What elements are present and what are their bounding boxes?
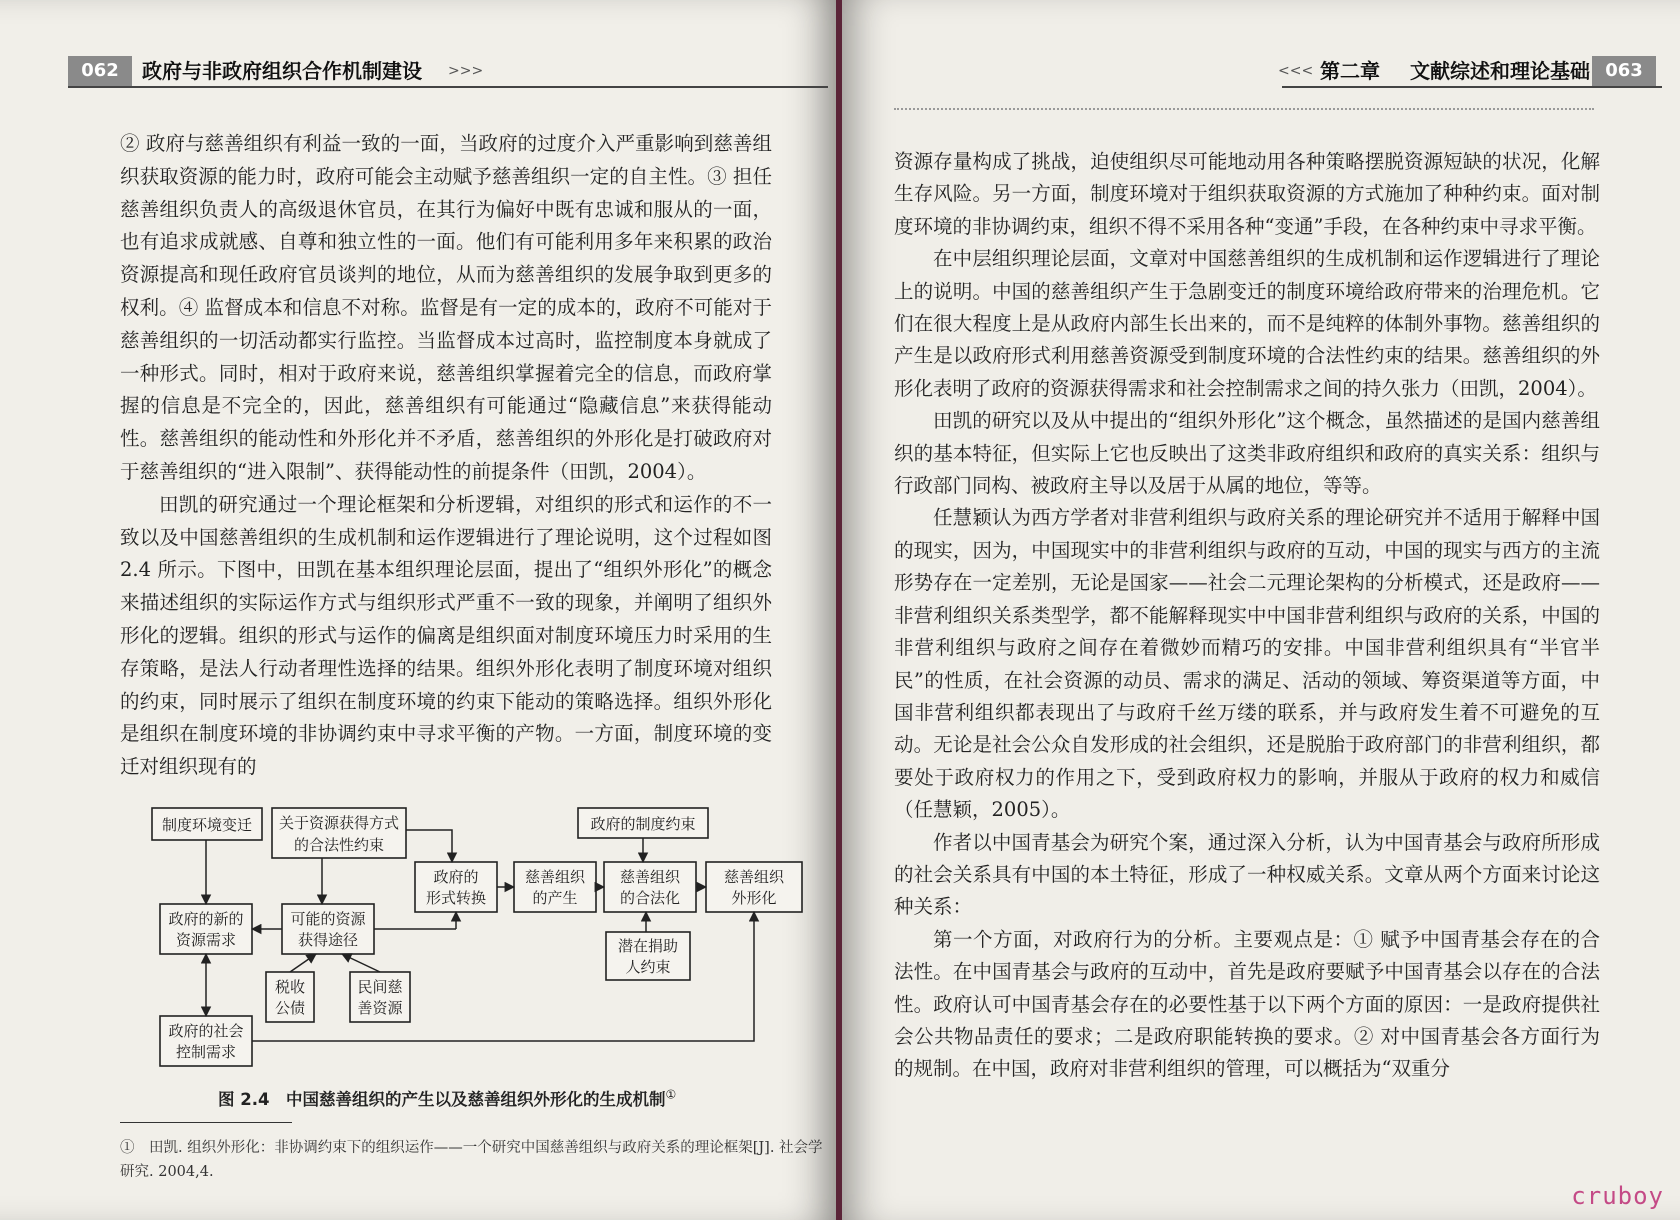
label-donor-constraint-1: 潜在捐助 xyxy=(617,937,679,955)
right-dotted-rule xyxy=(894,108,1594,110)
right-chapter-label: 第二章 xyxy=(1320,59,1380,83)
right-running-header xyxy=(842,56,1670,86)
left-paragraph-1: ② 政府与慈善组织有利益一致的一面，当政府的过度介入严重影响到慈善组织获取资源的能力时，政府可能会主动赋予慈善组织一定的自主性。③ 担任慈善组织负责人的高级退休官员，在其行为偏好中既有忠诚和服从的一面，也有追求成就感、自尊和独立性的一面。他们有可能利用多年来积累的政治资源提高和现任政府官员谈判的地位，从而为慈善组织的发展争取到更多的权利。④ 监督成本和信息不对称。监督是有一定的成本的，政府不可能对于慈善组织的一切活动都实行监控。当监督成本过高时，监控制度本身就成了一种形式。同时，相对于政府来说，慈善组织掌握着完全的信息，而政府掌握的信息是不完全的，因此，慈善组织有可能通过“隐藏信息”来获得能动性。慈善组织的能动性和外形化并不矛盾，慈善组织的外形化是打破政府对于慈善组织的“进入限制”、获得能动性的前提条件（田凯，2004）。 xyxy=(120,132,772,483)
label-charity-emergence-2: 的产生 xyxy=(532,889,578,907)
label-gov-form-2: 形式转换 xyxy=(425,889,487,907)
label-charity-externalization-1: 慈善组织 xyxy=(723,868,785,886)
right-body-text xyxy=(894,146,1600,1086)
label-institutional-change: 制度环境变迁 xyxy=(161,816,253,834)
left-body-text xyxy=(120,128,772,784)
right-page xyxy=(842,0,1680,1220)
right-paragraph-4: 任慧颖认为西方学者对非营利组织与政府关系的理论研究并不适用于解释中国的现实，因为，中国现实中的非营利组织与政府的互动，中国的现实与西方的主流形势存在一定差别，无论是国家——社会二元理论架构的分析模式，还是政府——非营利组织关系类型学，都不能解释现实中中国非营利组织与政府的关系，中国的非营利组织与政府之间存在着微妙而精巧的安排。中国非营利组织具有“半官半民”的性质，在社会资源的动员、需求的满足、活动的领域、筹资渠道等方面，中国非营利组织都表现出了与政府千丝万缕的联系，并与政府发生着不可避免的互动。无论是社会公众自发形成的社会组织，还是脱胎于政府部门的非营利组织，都要处于政府权力的作用之下，受到政府权力的影响，并服从于政府的权力和威信（任慧颖，2005）。 xyxy=(894,506,1600,822)
right-header-arrows: <<< xyxy=(1278,63,1314,79)
left-paragraph-2: 田凯的研究通过一个理论框架和分析逻辑，对组织的形式和运作的不一致以及中国慈善组织的生成机制和运作逻辑进行了理论说明，这个过程如图 2.4 所示。下图中，田凯在基本组织理论层面，提出了“组织外形化”的概念来描述组织的实际运作方式与组织形式严重不一致的现象，并阐明了组织外形化的逻辑。组织的形式与运作的偏离是组织面对制度环境压力时采用的生存策略，是法人行动者理性选择的结果。组织外形化表明了制度环境对组织的约束，同时展示了组织在制度环境的约束下能动的策略选择。组织外形化是组织在制度环境的非协调约束中寻求平衡的产物。一方面，制度环境的变迁对组织现有的 xyxy=(120,492,772,779)
left-page xyxy=(0,0,836,1220)
label-gov-form-1: 政府的 xyxy=(433,868,479,886)
watermark: cruboy xyxy=(1571,1182,1664,1210)
left-running-title: 政府与非政府组织合作机制建设 xyxy=(142,59,422,83)
label-social-control-1: 政府的社会 xyxy=(168,1022,244,1040)
left-page-number: 062 xyxy=(68,56,132,86)
label-social-control-2: 控制需求 xyxy=(175,1043,237,1061)
left-header-rule xyxy=(68,86,828,88)
footnote: ① 田凯. 组织外形化：非协调约束下的组织运作——一个研究中国慈善组织与政府关系的理论框架[J]. 社会学研究. 2004,4. xyxy=(120,1140,823,1180)
right-paragraph-5: 作者以中国青基会为研究个案，通过深入分析，认为中国青基会与政府所形成的社会关系具有中国的本土特征，形成了一种权威关系。文章从两个方面来讨论这种关系： xyxy=(894,830,1600,919)
label-new-resource-demand-1: 政府的新的 xyxy=(168,910,244,928)
footnote-rule xyxy=(120,1122,292,1123)
figure-caption-note: ① xyxy=(665,1087,677,1102)
right-paragraph-2: 在中层组织理论层面，文章对中国慈善组织的生成机制和运作逻辑进行了理论上的说明。中国的慈善组织产生于急剧变迁的制度环境给政府带来的治理危机。它们在很大程度上是从政府内部生长出来的，而不是纯粹的体制外事物。慈善组织的产生是以政府形式利用慈善资源受到制度环境的合法性约束的结果。慈善组织的外形化表明了政府的资源获得需求和社会控制需求之间的持久张力（田凯，2004）。 xyxy=(894,247,1600,400)
label-charity-emergence-1: 慈善组织 xyxy=(524,868,586,886)
label-tax-bonds-1: 税收 xyxy=(274,978,306,996)
left-header-arrows: >>> xyxy=(448,63,484,79)
figure-caption xyxy=(218,1086,676,1110)
right-chapter-title: 文献综述和理论基础 xyxy=(1410,59,1590,83)
label-charity-legalization-2: 的合法化 xyxy=(619,889,681,907)
label-legitimacy-constraint-1: 关于资源获得方式 xyxy=(278,814,400,832)
label-new-resource-demand-2: 资源需求 xyxy=(175,931,237,949)
label-private-charity-2: 善资源 xyxy=(357,999,403,1017)
label-donor-constraint-2: 人约束 xyxy=(625,958,671,976)
label-gov-institutional-constraint: 政府的制度约束 xyxy=(590,815,696,833)
label-legitimacy-constraint-2: 的合法性约束 xyxy=(293,836,385,854)
right-page-number: 063 xyxy=(1592,56,1656,86)
label-resource-channels-2: 获得途径 xyxy=(297,931,359,949)
right-header-rule xyxy=(1282,86,1662,88)
label-charity-legalization-1: 慈善组织 xyxy=(619,868,681,886)
right-paragraph-6: 第一个方面，对政府行为的分析。主要观点是：① 赋予中国青基会存在的合法性。在中国青基会与政府的互动中，首先是政府要赋予中国青基会以存在的合法性。政府认可中国青基会存在的必要性基于以下两个方面的原因：一是政府提供社会公共物品责任的要求；二是政府职能转换的要求。② 对中国青基会各方面行为的规制。在中国，政府对非营利组织的管理，可以概括为“双重分 xyxy=(894,927,1600,1081)
label-resource-channels-1: 可能的资源 xyxy=(290,910,366,928)
label-charity-externalization-2: 外形化 xyxy=(731,889,777,907)
label-tax-bonds-2: 公债 xyxy=(274,999,306,1017)
figure-caption-text: 图 2.4 中国慈善组织的产生以及慈善组织外形化的生成机制 xyxy=(218,1090,666,1109)
right-paragraph-1: 资源存量构成了挑战，迫使组织尽可能地动用各种策略摆脱资源短缺的状况，化解生存风险。另一方面，制度环境对于组织获取资源的方式施加了种种约束。面对制度环境的非协调约束，组织不得不采用各种“变通”手段，在各种约束中寻求平衡。 xyxy=(894,150,1600,238)
right-paragraph-3: 田凯的研究以及从中提出的“组织外形化”这个概念，虽然描述的是国内慈善组织的基本特征，但实际上它也反映出了这类非政府组织和政府的真实关系：组织与行政部门同构、被政府主导以及居于从属的地位，等等。 xyxy=(894,409,1600,498)
left-running-header xyxy=(68,56,836,86)
label-private-charity-1: 民间慈 xyxy=(357,978,403,996)
